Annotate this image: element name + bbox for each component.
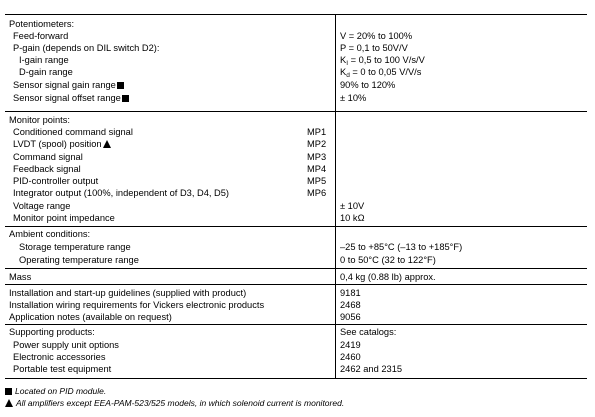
spec-value: [340, 55, 425, 66]
spec-label: Operating temperature range: [19, 255, 139, 265]
spec-label: Monitor point impedance: [13, 213, 115, 223]
spec-value: V = 20% to 100%: [340, 31, 413, 41]
triangle-marker-icon: [5, 399, 13, 407]
section-divider: [5, 268, 587, 269]
spec-value: –25 to +85°C (–13 to +185°F): [340, 242, 463, 252]
monitor-point-id: MP4: [307, 164, 327, 174]
doc-number: 9056: [340, 312, 361, 322]
footnote-text: All amplifiers except EEA-PAM-523/525 models, in which solenoid current is monitored.: [16, 398, 345, 408]
spec-label: P-gain (depends on DIL switch D2):: [13, 43, 160, 53]
spec-value: ± 10%: [340, 93, 367, 103]
doc-number: 9181: [340, 288, 361, 298]
spec-value: ± 10V: [340, 201, 365, 211]
catalog-number: 2462 and 2315: [340, 364, 403, 374]
section-header-supporting: Supporting products:: [9, 327, 95, 337]
spec-value: 10 kΩ: [340, 213, 365, 223]
monitor-point-id: MP6: [307, 188, 327, 198]
monitor-point-id: MP3: [307, 152, 327, 162]
footnote-square: [5, 386, 106, 396]
product-label: Electronic accessories: [13, 352, 106, 362]
doc-label: Installation and start-up guidelines (supplied with product): [9, 288, 247, 298]
doc-number: 2468: [340, 300, 361, 310]
spec-value-mass: 0,4 kg (0.88 lb) approx.: [340, 272, 436, 282]
square-marker-icon: [117, 82, 124, 89]
section-divider: [5, 284, 587, 285]
product-label: Power supply unit options: [13, 340, 119, 350]
spec-label: Feed-forward: [13, 31, 69, 41]
section-divider: [5, 226, 587, 227]
spec-label: Storage temperature range: [19, 242, 131, 252]
monitor-label: Integrator output (100%, independent of D3, D4, D5): [13, 188, 230, 198]
section-divider: [5, 324, 587, 325]
column-divider: [335, 14, 336, 378]
monitor-label: PID-controller output: [13, 176, 99, 186]
footnote-triangle: [5, 398, 344, 408]
catalog-number: 2460: [340, 352, 361, 362]
section-divider: [5, 111, 587, 112]
spec-label: Voltage range: [13, 201, 71, 211]
monitor-point-id: MP1: [307, 127, 327, 137]
triangle-marker-icon: [103, 140, 111, 148]
value-prefix: K: [340, 55, 347, 65]
doc-label: Installation wiring requirements for Vickers electronic products: [9, 300, 265, 310]
spec-value: P = 0,1 to 50V/V: [340, 43, 408, 53]
table-bottom-rule: [5, 378, 587, 379]
spec-value: 0 to 50°C (32 to 122°F): [340, 255, 436, 265]
value-subscript: I: [346, 60, 349, 67]
monitor-label: Feedback signal: [13, 164, 81, 174]
spec-label: [13, 80, 124, 91]
monitor-point-id: MP2: [307, 139, 327, 149]
spec-value: 90% to 120%: [340, 80, 396, 90]
monitor-label: Conditioned command signal: [13, 127, 133, 137]
table-top-rule: [5, 14, 587, 15]
value-subscript: d: [346, 72, 350, 79]
square-marker-icon: [122, 95, 129, 102]
section-header-ambient: Ambient conditions:: [9, 229, 91, 239]
monitor-label-text: LVDT (spool) position: [13, 139, 102, 149]
spec-label: [13, 93, 129, 104]
footnote-text: Located on PID module.: [15, 386, 107, 396]
section-header-monitor-points: Monitor points:: [9, 115, 70, 125]
catalog-number: 2419: [340, 340, 361, 350]
spec-value: [340, 67, 421, 78]
doc-label: Application notes (available on request): [9, 312, 172, 322]
spec-label: I-gain range: [19, 55, 69, 65]
spec-label-text: Sensor signal gain range: [13, 80, 116, 90]
spec-label-text: Sensor signal offset range: [13, 93, 121, 103]
square-marker-icon: [5, 388, 12, 395]
monitor-label: [13, 139, 111, 150]
monitor-point-id: MP5: [307, 176, 327, 186]
product-label: Portable test equipment: [13, 364, 112, 374]
spec-label: D-gain range: [19, 67, 73, 77]
spec-label-mass: Mass: [9, 272, 32, 282]
value-prefix: K: [340, 67, 347, 77]
catalog-header: See catalogs:: [340, 327, 397, 337]
value-rest: = 0 to 0,05 V/V/s: [349, 67, 422, 77]
value-rest: = 0,5 to 100 V/s/V: [348, 55, 425, 65]
monitor-label: Command signal: [13, 152, 83, 162]
section-header-potentiometers: Potentiometers:: [9, 19, 75, 29]
